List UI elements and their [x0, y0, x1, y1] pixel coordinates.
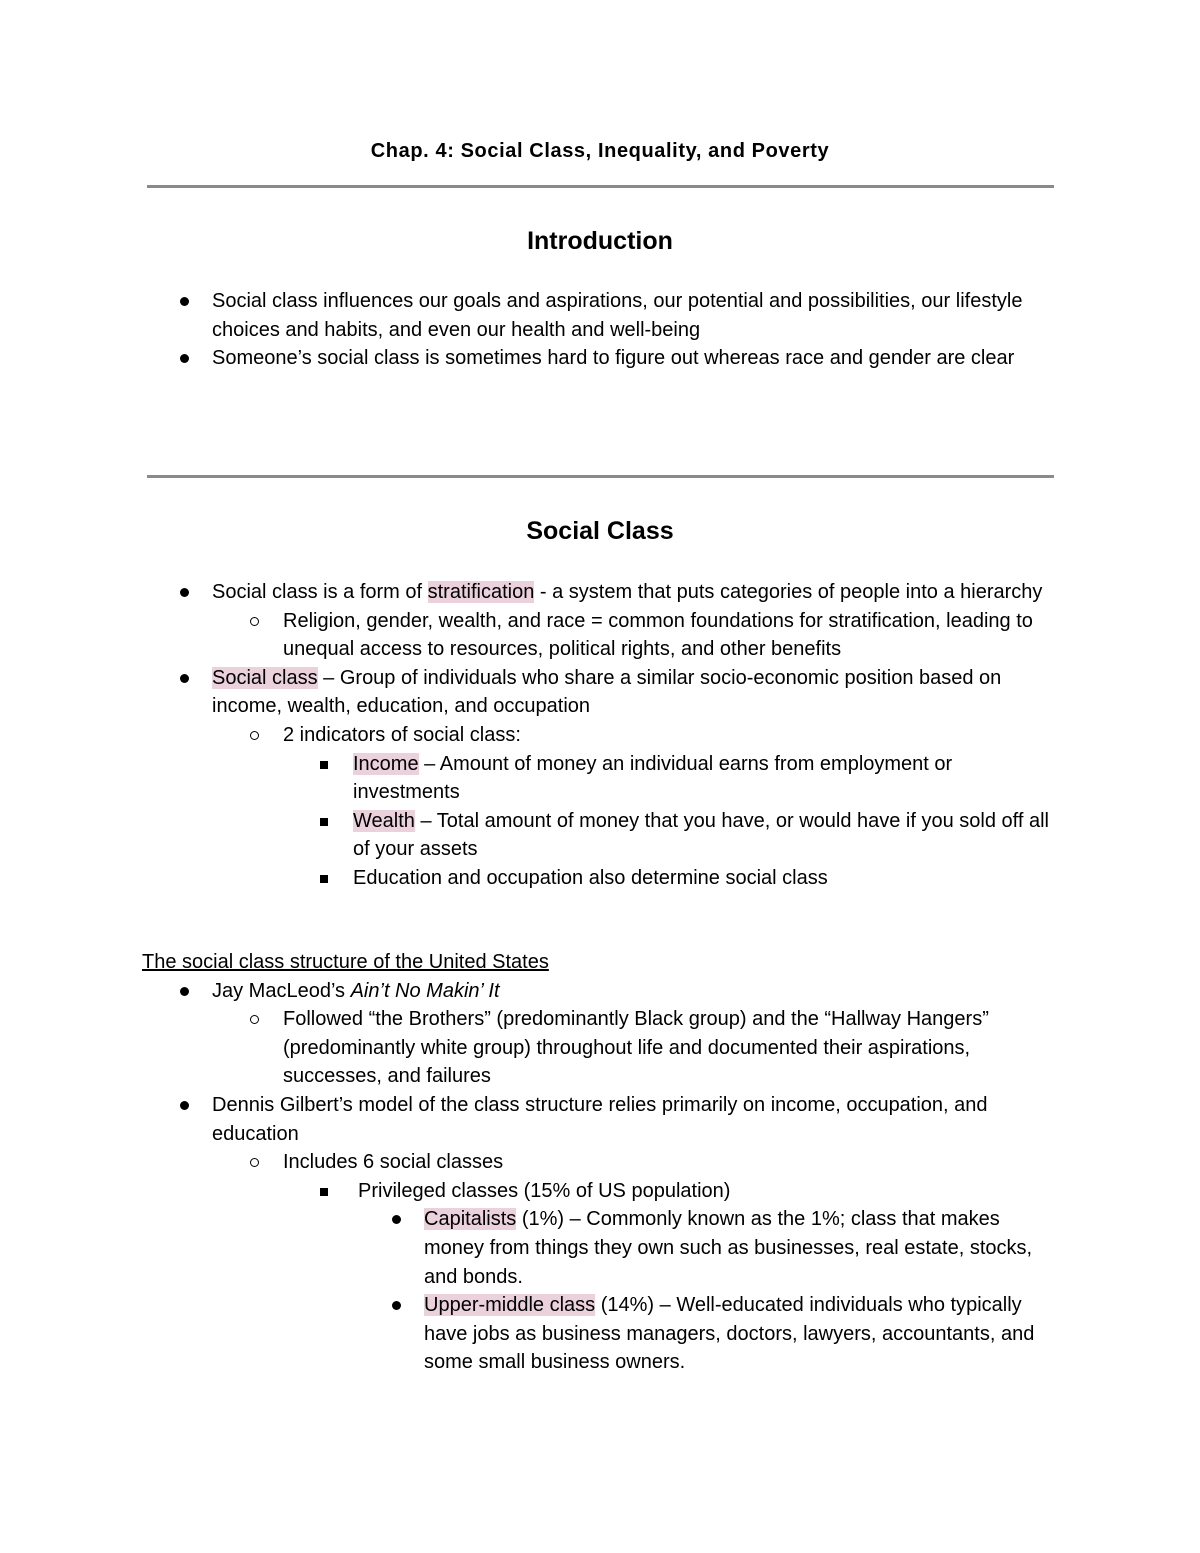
- bullet-icon: [180, 674, 189, 683]
- bullet-icon: [180, 588, 189, 597]
- list-item: [142, 1177, 1062, 1206]
- list-item-text: Wealth – Total amount of money that you have, or would have if you sold off all of your assets: [353, 809, 1049, 861]
- list-item: [142, 664, 1062, 721]
- square-bullet-icon: [320, 817, 328, 826]
- list-item: [142, 721, 1062, 750]
- highlighted-term: Upper-middle class: [424, 1294, 596, 1317]
- horizontal-rule: [147, 185, 1054, 188]
- list-item: [142, 977, 1062, 1006]
- social-class-heading: Social Class: [526, 517, 674, 545]
- list-item-text: Includes 6 social classes: [283, 1151, 504, 1174]
- list-item: [142, 864, 1062, 893]
- circle-bullet-icon: [250, 731, 259, 740]
- highlighted-term: Income: [353, 752, 419, 775]
- document-title: Chap. 4: Social Class, Inequality, and Poverty: [370, 140, 830, 162]
- circle-bullet-icon: [250, 617, 259, 626]
- list-item: [142, 1148, 1062, 1177]
- list-item: [142, 344, 1062, 373]
- introduction-heading: Introduction: [527, 227, 673, 255]
- list-item-text: Social class – Group of individuals who share a similar socio-economic position based on income, wealth, education, and occupation: [212, 666, 1002, 718]
- list-item: [142, 1205, 1062, 1291]
- bullet-icon: [392, 1215, 401, 1224]
- circle-bullet-icon: [250, 1158, 259, 1167]
- highlighted-term: stratification: [427, 581, 535, 603]
- list-item: [142, 578, 1062, 607]
- list-item-text: Followed “the Brothers” (predominantly Black group) and the “Hallway Hangers” (predominantly white group) throughout life and documented their aspirations, successes, and failures: [283, 1008, 989, 1088]
- bullet-icon: [180, 354, 189, 363]
- list-item-text: Capitalists (1%) – Commonly known as the 1%; class that makes money from things they own such as businesses, real estate, stocks, and bonds.: [424, 1208, 1033, 1288]
- circle-bullet-icon: [250, 1015, 259, 1024]
- list-item-text: Upper-middle class (14%) – Well-educated individuals who typically have jobs as business managers, doctors, lawyers, accountants, and some small business owners.: [424, 1294, 1035, 1374]
- horizontal-rule: [147, 475, 1054, 478]
- list-item: [142, 1291, 1062, 1377]
- section-subheading: The social class structure of the United States: [142, 951, 549, 973]
- bullet-icon: [180, 987, 189, 996]
- list-item-text: Income – Amount of money an individual earns from employment or investments: [353, 752, 953, 804]
- list-item-text: Jay MacLeod’s Ain’t No Makin’ It: [212, 979, 500, 1002]
- bullet-icon: [180, 297, 189, 306]
- list-item-text: 2 indicators of social class:: [283, 723, 521, 746]
- class-structure-section: [142, 948, 1062, 1377]
- list-item-text: Dennis Gilbert’s model of the class structure relies primarily on income, occupation, and education: [212, 1093, 988, 1145]
- highlighted-term: Social class: [212, 666, 318, 689]
- square-bullet-icon: [320, 760, 328, 769]
- book-title: Ain’t No Makin’ It: [350, 979, 500, 1002]
- square-bullet-icon: [320, 1187, 328, 1196]
- list-item-text: Someone’s social class is sometimes hard to figure out whereas race and gender are clear: [212, 347, 1015, 370]
- list-item-text: Social class influences our goals and aspirations, our potential and possibilities, our lifestyle choices and habits, and even our health and well-being: [212, 290, 1023, 341]
- social-class-list: [142, 578, 1062, 893]
- list-item: [142, 607, 1062, 664]
- highlighted-term: Capitalists: [424, 1208, 517, 1231]
- list-item: [142, 807, 1062, 864]
- list-item: [142, 750, 1062, 807]
- list-item-text: Education and occupation also determine social class: [353, 866, 828, 889]
- square-bullet-icon: [320, 874, 328, 883]
- list-item: [142, 1005, 1062, 1091]
- bullet-icon: [392, 1301, 401, 1310]
- list-item-text: Social class is a form of stratification - a system that puts categories of people into a hierarchy: [212, 581, 1043, 603]
- list-item: [142, 287, 1062, 344]
- list-item-text: Religion, gender, wealth, and race = common foundations for stratification, leading to unequal access to resources, political rights, and other benefits: [283, 609, 1033, 661]
- introduction-list: [142, 287, 1062, 373]
- list-item-text: Privileged classes (15% of US population): [358, 1179, 731, 1202]
- bullet-icon: [180, 1101, 189, 1110]
- list-item: [142, 1091, 1062, 1148]
- highlighted-term: Wealth: [353, 809, 415, 832]
